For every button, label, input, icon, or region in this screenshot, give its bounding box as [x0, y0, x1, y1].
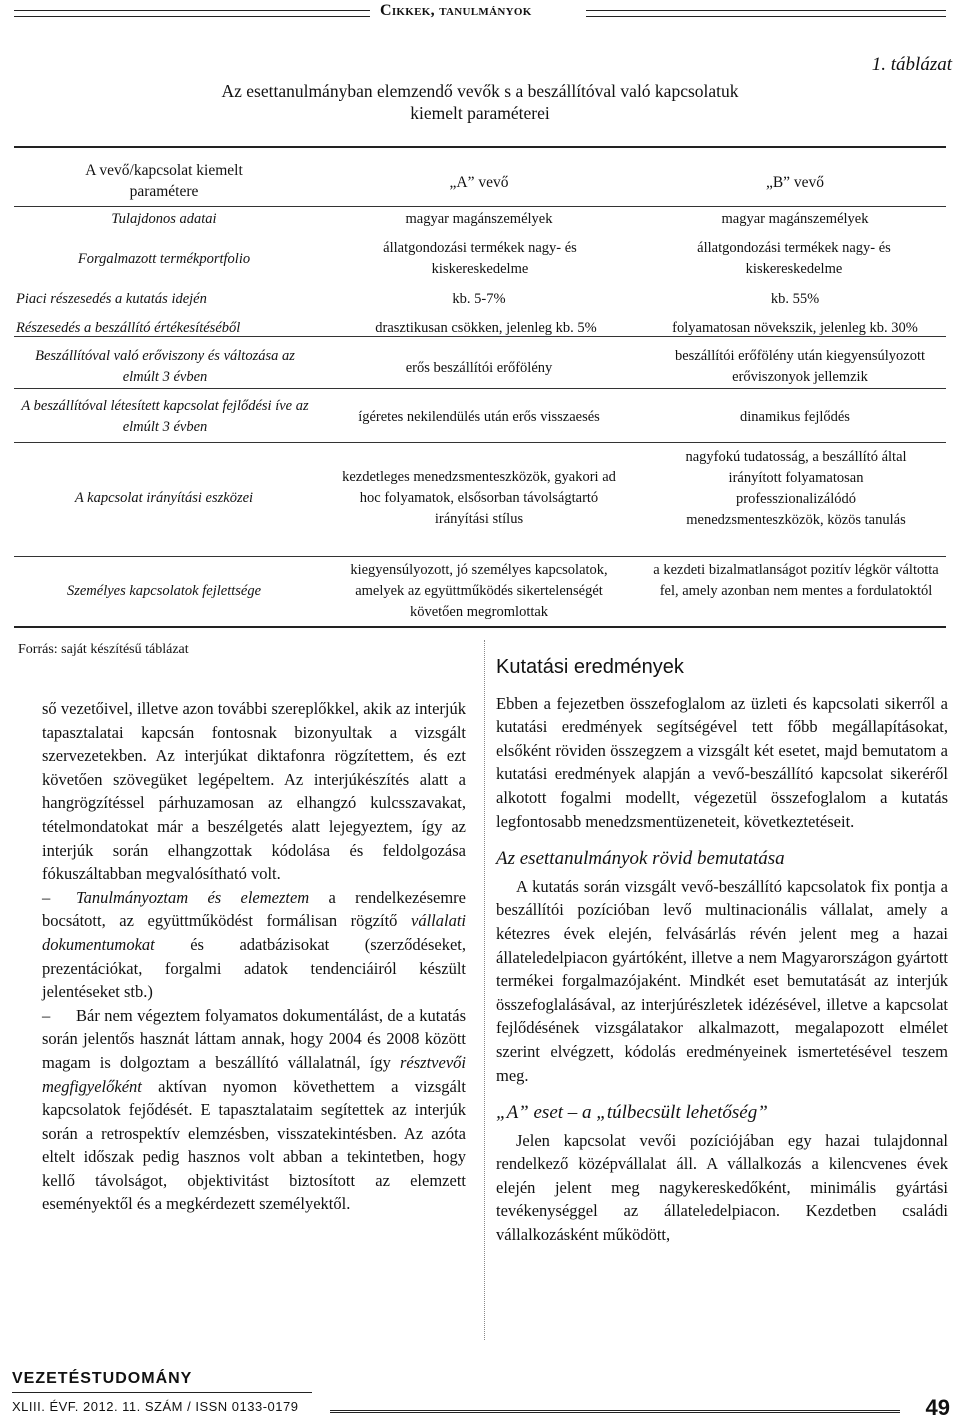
table-cell-b: dinamikus fejlődés [740, 409, 850, 425]
journal-name: VEZETÉSTUDOMÁNY [12, 1370, 193, 1387]
table-row-label: A beszállítóval létesített kapcsolat fejlődési íve az elmúlt 3 évben [21, 398, 309, 435]
subsection-heading: „A” eset – a „túlbecsült lehetőség” [496, 1102, 768, 1124]
text-run: Bár nem végeztem folyamatos dokumentálást, de a kutatás során jelentős hasznát láttam annak, hogy 2004 és 2008 között magam is dolgoztam a beszállító vállalatnál, így [42, 1005, 466, 1072]
table-row-label: Forgalmazott termékportfolio [77, 251, 251, 267]
table-head-label-line1: A vevő/kapcsolat kiemelt [85, 162, 243, 179]
table-title-line2: kiemelt paraméterei [410, 103, 550, 123]
emphasis: résztvevői megfigyelőként [42, 1052, 466, 1096]
right-column [496, 656, 948, 1247]
table-cell-b: a kezdeti bizalmatlanságot pozitív légkör váltotta fel, amely azonban nem mentes a fordulatoktól [653, 562, 939, 599]
paragraph: Ebben a fejezetben összefoglalom az üzleti és kapcsolati sikerről a kutatási eredmények segítségével tett főbb megállapításokat, elsőként röviden összegzem a vizsgált két esetet, majd bemutatom a kutatási eredmények alapján a vevő-beszállító kapcsolat sikeréről alkotott fogalmi modellt, végezetül összefoglalom a kutatás legfontosabb menedzsmentüzeneteit, következtetéseit. [496, 693, 948, 831]
table-top-rule [14, 146, 946, 148]
table-row-rule [14, 556, 946, 557]
table-row-rule [14, 442, 946, 443]
table-cell-b: beszállítói erőfölény után kiegyensúlyozott erőviszonyok jellemzik [674, 348, 926, 385]
issue-info: XLIII. ÉVF. 2012. 11. SZÁM / ISSN 0133-0179 [12, 1399, 299, 1414]
left-column [42, 697, 466, 1216]
subsection-heading: Az esettanulmányok rövid bemutatása [496, 848, 785, 870]
table-cell-a: kiegyensúlyozott, jó személyes kapcsolatok, amelyek az együttműködés sikertelenségét követően megromlottak [350, 562, 608, 620]
table-bottom-rule [14, 626, 946, 628]
footer-double-rule [330, 1410, 900, 1413]
table-cell-b: magyar magánszemélyek [721, 211, 869, 227]
page-number: 49 [925, 1395, 950, 1420]
table-row-label: Piaci részesedés a kutatás idején [16, 291, 207, 307]
emphasis: Tanulmányoztam és elemeztem [76, 887, 310, 907]
table-cell-b: állatgondozási termékek nagy- és kiskereskedelme [697, 240, 891, 277]
table-head-col-a: „A” vevő [449, 174, 509, 191]
text-run: és adatbázisokat (szerződéseket, prezentációkat, forgalmi adatok tendenciáiról készült jelentéseket stb.) [42, 934, 466, 1002]
header-rule-left [14, 10, 370, 17]
table-number: 1. táblázat [871, 54, 952, 75]
table-row-label: Személyes kapcsolatok fejlettsége [66, 583, 262, 599]
text-run: a rendelkezésemre bocsátott, az együttműködést formálisan rögzítő [42, 887, 466, 931]
table-head-label [14, 160, 314, 202]
table-title-line1: Az esettanulmányban elemzendő vevők s a beszállítóval való kapcsolatuk [221, 81, 739, 101]
running-title: Cikkek, tanulmányok [380, 2, 532, 19]
header-rule-right [586, 10, 946, 17]
column-divider [484, 640, 485, 1340]
table-header-rule [14, 206, 946, 207]
table-row-label: Beszállítóval való erőviszony és változása az elmúlt 3 évben [35, 348, 295, 385]
table-row-rule [14, 388, 946, 389]
table-cell-a: ígéretes nekilendülés után erős visszaesés [358, 409, 600, 425]
table-source: Forrás: saját készítésű táblázat [18, 642, 189, 657]
paragraph: A kutatás során vizsgált vevő-beszállító kapcsolatok fix pontja a beszállítói pozícióban levő multinacionális vállalat, amely a kétezres évek elején, felvásárlás révén jelent meg a hazai állateledelpiacon gyártóként, illetve a nem Magyarországon gyártott termékei forgalmazójaként. Mindkét eset bemutatását az interjúk összefoglalásával, az interjúrészletek idézésével, illetve a kapcsolat fejlődésének vizsgálatakor alkalmazott, megalapozott elmélet szerint elvégzett, kódolás eredményeinek ismertetésével teszem meg. [496, 876, 948, 1085]
table-cell-b: folyamatosan növekszik, jelenleg kb. 30% [672, 320, 918, 336]
table-cell-a: magyar magánszemélyek [405, 211, 553, 227]
table-cell-a: erős beszállítói erőfölény [405, 360, 553, 376]
table-head-col-b: „B” vevő [765, 174, 825, 191]
text-run: aktívan nyomon követhettem a vizsgált kapcsolatok fejődését. E tapasztalataim segítettek az interjúk során a retrospektív elemzésben, visszatekintésben. Az azóta eltelt időszak pedig hasznos volt abban a tekintetben, hogy kellő távolságot, objektivitást biztosított az elemzett eseményektől és a megkérdezett személyektől. [42, 1076, 466, 1214]
table-cell-b: kb. 55% [770, 291, 820, 307]
table-cell-a: állatgondozási termékek nagy- és kiskereskedelme [383, 240, 577, 277]
dash-marker: – [42, 1005, 51, 1025]
bullet-item [42, 1004, 466, 1216]
paragraph: Jelen kapcsolat vevői pozíciójában egy hazai tulajdonnal rendelkező középvállalat áll. A vállalkozás a kilencvenes évek elején jelent meg nagykereskedőként, minimális gyártási tevékenységgel az állateledelpiacon. Kezdetben családi vállalkozásként működött, [496, 1130, 948, 1245]
table-row-label: Részesedés a beszállító értékesítéséből [16, 320, 241, 336]
table-cell-a: kb. 5-7% [452, 291, 506, 307]
table-row-label: A kapcsolat irányítási eszközei [74, 490, 254, 506]
table-cell-a: kezdetleges menedzsmenteszközök, gyakori ad hoc folyamatok, elsősorban távolságtartó irányítási stílus [342, 469, 616, 527]
table-row-label: Tulajdonos adatai [111, 211, 217, 227]
table-cell-b: nagyfokú tudatosság, a beszállító által irányított folyamatosan professzionalizálódó menedzsmenteszközök, közös tanulás [685, 449, 907, 528]
bullet-item [42, 886, 466, 1004]
footer-rule [12, 1392, 312, 1393]
dash-marker: – [42, 887, 51, 907]
section-heading: Kutatási eredmények [496, 656, 684, 678]
paragraph: ső vezetőivel, illetve azon további szereplőkkel, akik az interjúk tapasztalatai kapcsán fontosnak bizonyultak a vizsgált szervezetekben. Az interjúkat diktafonra rögzítettem, és ezt követően szövegüket legépeltem. Az interjúkészítés alatt a hangrögzítéssel párhuzamosan az elhangzó kulcsszavakat, tételmondatokat már a beszélgetés alatt lejegyeztem, így az interjúk során elhangzottak kódolása és feldolgozása fókuszáltabban megvalósítható volt. [42, 699, 466, 884]
table-title [150, 80, 810, 124]
table-head-label-line2: paramétere [129, 183, 199, 200]
table-cell-a: drasztikusan csökken, jelenleg kb. 5% [375, 320, 597, 336]
emphasis: vállalati dokumentumokat [42, 911, 466, 954]
